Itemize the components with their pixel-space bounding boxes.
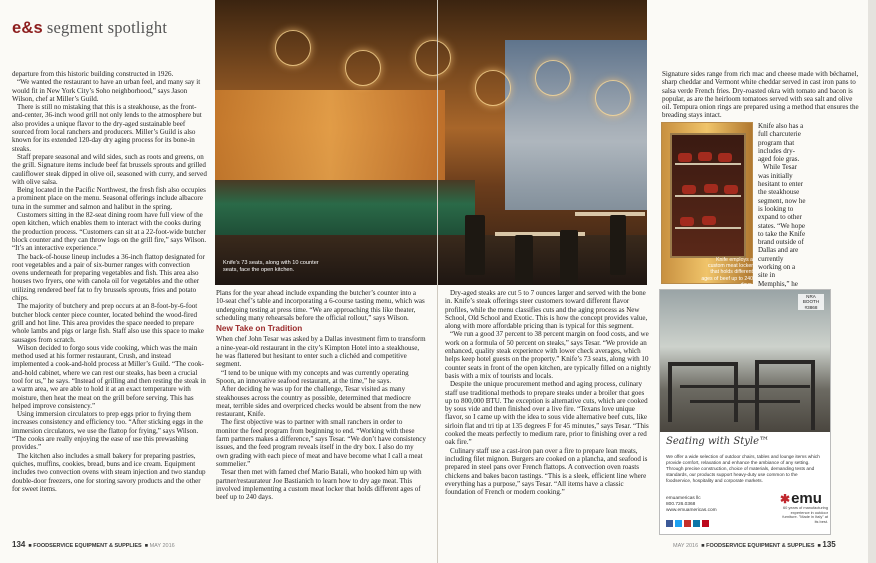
twitter-icon[interactable] xyxy=(675,520,682,527)
ad-phone: 800.726.0368 xyxy=(666,502,696,507)
col1-paragraph: Using immersion circulators to prep eggs prior to frying them increases consistency and efficiency too. “After sticking eggs in the immersion circulators, we use the flattop for frying,” says Wilson. “The cooks are really enjoying the ease of use this prewashing provides.” xyxy=(12,410,203,452)
right-issue-month: MAY 2016 xyxy=(673,543,699,549)
booth-badge: NRA BOOTH #3868 xyxy=(798,294,824,310)
col1-paragraph: Wilson decided to forgo sous vide cooking, which was the main method used at his former restaurant, Crush, and instead implemented a cook-and-hold process at Miller’s Guild. “The cook-and-hold cabinet, where we can rest our steaks, has been a crucial tool for us,” he says. “Instead of grilling and then resting the steak in a warm area, we are able to hold it at an exact temperature with moisture, then heat the meat on the grill before serving. This has helped improve consistency.” xyxy=(12,343,206,410)
right-page-number: 135 xyxy=(822,540,836,549)
right-magazine-name: FOODSERVICE EQUIPMENT & SUPPLIES xyxy=(706,543,815,549)
emu-advertisement[interactable] xyxy=(659,289,831,535)
col2-paragraph: “I tend to be unique with my concepts and was currently operating Spoon, an innovative seafood restaurant, at the time,” he says. xyxy=(216,368,409,385)
col1-paragraph: The kitchen also includes a small bakery for preparing pastries, quiches, muffins, cookies, bread, buns and ice cream. Equipment includes two convection ovens with steam injection and two standup double-door freezers, one for storing savory products and the other for sweet items. xyxy=(12,451,206,493)
left-issue-month: MAY 2016 xyxy=(149,543,175,549)
right-folio: MAY 2016 ■ FOODSERVICE EQUIPMENT & SUPPLIES ■ 135 xyxy=(673,540,836,549)
section-title: segment spotlight xyxy=(46,18,168,37)
col3-paragraph: Despite the unique procurement method and aging process, culinary staff use traditional methods to prepare steaks under a broiler that goes up to 800,000 BTU. The exception is alternative cuts, which are cooked by sous vide and then finished over a live fire. “Texans love unique flavor, so I came up with the idea to sous vide alternative beef cuts, like sirloin flat and tri tip at 135 degrees F for 45 minutes,” says Tesar. “This cooked the meats perfectly to medium rare, prior to finishing over a red oak fire.” xyxy=(445,380,649,447)
page-edge xyxy=(868,0,876,563)
brand-logo-text: e&s xyxy=(12,19,43,37)
col2-paragraph: When chef John Tesar was asked by a Dallas investment firm to transform a nine-year-old restaurant in the city’s Kimpton Hotel into a steakhouse, he was flattered but hesitant to enter such a clichéd and competitive segment. xyxy=(216,335,426,369)
column-4-top: Signature sides range from rich mac and cheese made with béchamel, sharp cheddar and Vermont white cheddar served in cast iron pans to salsa verde French fries. Dry-roasted okra with tomato and bacon is popular, as are the heirloom tomatoes served with sea salt and olive oil. Tempura onion rings are prepared using a method that ensures the breading stays intact. xyxy=(662,70,859,120)
article-column-4 xyxy=(662,70,862,122)
outdoor-seating-photo xyxy=(660,290,830,432)
column-2-intro: Plans for the year ahead include expanding the butcher’s counter into a 10-seat chef’s table and incorporating a 6-course tasting menu, which was undergoing testing at press time. “We are approaching this like theater, scheduling many rehearsals before the official rollout,” says Wilson. xyxy=(216,289,425,322)
section-header xyxy=(12,18,167,38)
left-folio: 134 ■ FOODSERVICE EQUIPMENT & SUPPLIES ■ MAY 2016 xyxy=(12,540,175,549)
youtube-icon[interactable] xyxy=(684,520,691,527)
ad-website[interactable]: www.emuamericas.com xyxy=(666,508,717,513)
col1-paragraph: The back-of-house lineup includes a 36-inch flattop designated for root vegetables and a pair of six-burner ranges with convection ovens underneath for preparing vegetables and fish. This area also houses two fryers, one with canola oil for vegetables and the other utilizing rendered beef fat to fry brussels sprouts, fries and potato chips. xyxy=(12,252,205,303)
col3-paragraph: Culinary staff use a cast-iron pan over a fire to prepare lean meats, including filet mignon. Burgers are cooked on a plancha, and seafood is prepared in steel pans over French flattops. A convection oven roasts chickens and bakes bacon tastings. “This is a sleek, efficient line where everything has a purpose,” says Tesar. “All items have a classic foundation of French or modern cooking.” xyxy=(445,446,648,497)
emu-flower-icon: ✱ xyxy=(780,492,791,506)
facebook-icon[interactable] xyxy=(666,520,673,527)
col3-paragraph: Dry-aged steaks are cut 5 to 7 ounces larger and served with the bone in. Knife’s steak offerings steer customers toward different flavor profiles, while the menu classifies cuts and the aging process as New School, Old School and Exotic. This is how the concept provides value, along with more affordable pricing than is typical for this segment. xyxy=(445,289,648,331)
article-column-4-wrap xyxy=(758,122,806,287)
col1-paragraph: There is still no mistaking that this is a steakhouse, as the front-and-center, 36-inch wood grill not only lends to the atmosphere but also provides a unique flavor to the dry-aged sustainable beef sourced from local ranchers and producers. Miller’s Guild is also known for its extended 120-day dry aging process for its bone-in steaks. xyxy=(12,103,202,153)
page-gutter xyxy=(437,0,438,563)
col2-paragraph: The first objective was to partner with small ranchers in order to monitor the feed program from beginning to end. “Working with these farm partners makes a difference,” says Tesar. “We don’t have consistency issues, and the feed program reveals itself in the dry box. I also do my own grading with each piece of meat and have become what I call a meat sommelier.” xyxy=(216,418,426,468)
col2-paragraph: Tesar then met with famed chef Mario Batali, who hooked him up with partner/restaurateur Joe Bastianich to learn how to dry age meat. This involved implementing a custom meat locker that holds different ages of beef up to 240 days. xyxy=(216,468,422,502)
col3-paragraph: “We run a good 37 percent to 38 percent margin on food costs, and we work on a formula of 50 percent on steaks,” says Tesar. “We provide an enhanced, quality steak experience with lower check averages, which helps keep hotel guests on the property.” Knife’s 73 seats, along with 10 counter seats in front of the open kitchen, are typically filled on a nightly basis with a mix of tourists and locals. xyxy=(445,330,651,380)
article-column-1 xyxy=(12,70,208,538)
col1-paragraph: Being located in the Pacific Northwest, the fresh fish also occupies a prominent place on the menu. Seasonal offerings include albacore tuna in the summer and salmon and halibut in the spring. xyxy=(12,186,206,211)
col1-paragraph: “We wanted the restaurant to have an urban feel, and many say it would fit in New York City’s Soho neighborhood,” says Jason Wilson, chef at Miller’s Guild. xyxy=(12,78,201,103)
linkedin-icon[interactable] xyxy=(693,520,700,527)
subheading-new-take: New Take on Tradition xyxy=(216,324,303,334)
restaurant-interior-photo xyxy=(215,0,647,285)
pinterest-icon[interactable] xyxy=(702,520,709,527)
ad-contact xyxy=(666,496,736,514)
column-4-wrap-2: While Tesar was initially hesitant to enter the steakhouse segment, now he is looking to expand to other states. “We hope to take the Knife brand outside of Dallas and are currently working on a site in Memphis,” he xyxy=(758,163,806,296)
column-4-wrap-1: Knife also has a full charcuterie program that includes dry-aged foie gras. xyxy=(758,122,804,164)
social-icons xyxy=(666,520,709,527)
meat-photo-caption: Knife employs a custom meat locker that holds different ages of beef up to 240 days. xyxy=(701,257,753,288)
ad-body: We offer a wide selection of outdoor chairs, tables and lounge items which provide comfort, relaxation and enhance the ambiance of any setting. Through precise construction, choice of materials, demanding tests and standards, our products support heavy-duty use common to the foodservice, hospitality and corporate markets. xyxy=(666,454,820,483)
ad-company: emuamericas llc xyxy=(666,496,701,501)
ad-title: Seating with Style™ xyxy=(666,436,769,447)
article-column-3 xyxy=(445,289,653,537)
col1-paragraph: The majority of butchery and prep occurs at an 8-foot-by-6-foot butcher block center piece counter, located behind the wood-fired grill and hot line. This area provides the space needed to prepare whole lambs and pigs or large fish. Staff also use this space to make sausages from scratch. xyxy=(12,302,204,344)
col1-paragraph: departure from this historic building constructed in 1926. xyxy=(12,70,174,78)
ad-tagline: 60 years of manufacturing experience in outdoor furniture. "Made in Italy" at its best. xyxy=(782,505,828,524)
col2-paragraph: After deciding he was up for the challenge, Tesar visited as many steakhouses across the country as possible, determined that mediocre meat, terrible sides and overpriced checks would be absent from the new restaurant, Knife. xyxy=(216,385,422,419)
col1-paragraph: Customers sitting in the 82-seat dining room have full view of the open kitchen, which enables them to interact with the cooks during the production process. “Customers can sit at a 22-foot-wide butcher block counter and they can throw logs on the grill fire,” says Wilson. “It’s an interactive experience.” xyxy=(12,211,207,253)
col1-paragraph: Staff prepare seasonal and wild sides, such as roots and greens, on the grill. Signature items include beef fat brussels sprouts and grilled cauliflower steak dipped in olive oil, seasoned with curry, and served with olive salsa. xyxy=(12,152,207,186)
main-photo-caption: Knife’s 73 seats, along with 10 counter seats, face the open kitchen. xyxy=(223,260,319,273)
article-column-2 xyxy=(216,289,426,537)
emu-logo: ✱emu xyxy=(780,490,822,507)
left-page-number: 134 xyxy=(12,540,26,549)
left-magazine-name: FOODSERVICE EQUIPMENT & SUPPLIES xyxy=(33,543,142,549)
